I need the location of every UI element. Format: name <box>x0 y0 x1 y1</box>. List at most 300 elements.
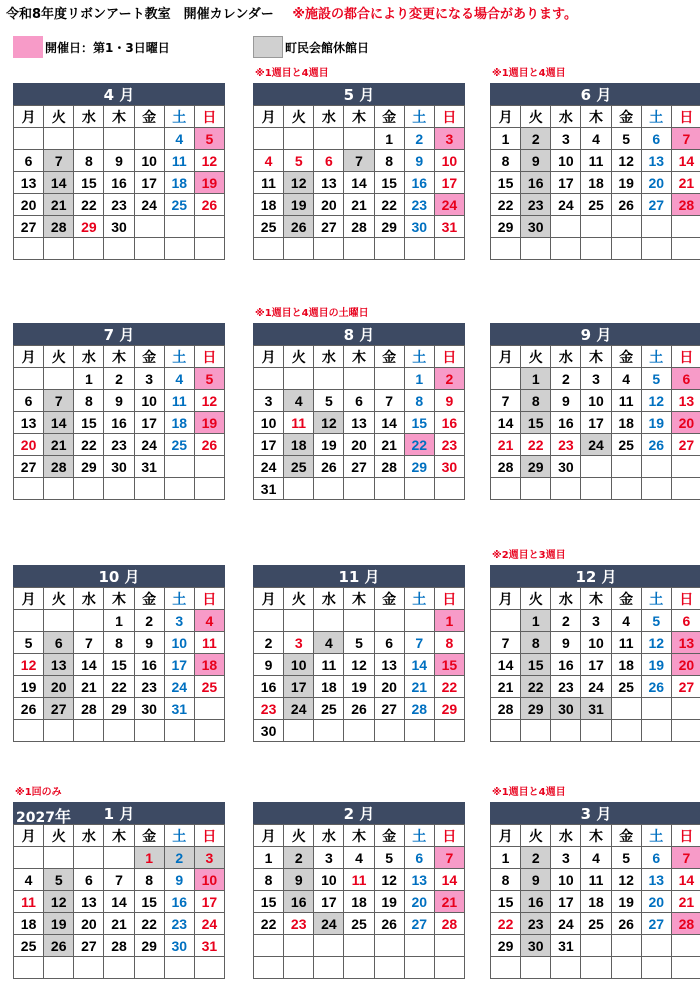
weekday-label: 火 <box>44 825 74 847</box>
day-cell <box>344 935 374 957</box>
day-cell: 8 <box>374 150 404 172</box>
day-cell <box>314 720 344 742</box>
day-cell: 30 <box>164 935 194 957</box>
day-cell: 12 <box>611 869 641 891</box>
day-cell <box>434 238 464 260</box>
month-calendar <box>490 68 700 260</box>
weekday-label: 月 <box>254 588 284 610</box>
day-cell <box>374 720 404 742</box>
month-header <box>13 565 225 587</box>
day-cell: 21 <box>104 913 134 935</box>
day-cell: 27 <box>44 698 74 720</box>
weekday-header-row <box>14 106 225 128</box>
day-cell: 10 <box>581 390 611 412</box>
day-cell: 31 <box>194 935 224 957</box>
day-cell <box>581 720 611 742</box>
day-cell: 28 <box>44 456 74 478</box>
day-cell: 30 <box>104 216 134 238</box>
week-row <box>254 610 465 632</box>
month-calendar <box>490 787 700 979</box>
weekday-label: 日 <box>671 346 700 368</box>
day-cell <box>284 478 314 500</box>
weekday-label: 木 <box>104 346 134 368</box>
day-cell: 9 <box>434 390 464 412</box>
day-cell: 31 <box>551 935 581 957</box>
day-cell: 10 <box>164 632 194 654</box>
day-cell: 29 <box>134 935 164 957</box>
weekday-label: 水 <box>74 346 104 368</box>
day-cell: 19 <box>284 194 314 216</box>
weekday-label: 日 <box>194 825 224 847</box>
weekday-label: 金 <box>134 825 164 847</box>
weekday-label: 月 <box>491 106 521 128</box>
month-title: 10 月 <box>98 567 140 586</box>
day-cell <box>134 216 164 238</box>
day-cell: 23 <box>434 434 464 456</box>
day-cell: 26 <box>374 913 404 935</box>
weekday-label: 月 <box>14 825 44 847</box>
day-cell <box>344 720 374 742</box>
day-cell: 19 <box>611 891 641 913</box>
day-cell: 6 <box>14 150 44 172</box>
day-cell: 5 <box>374 847 404 869</box>
day-cell: 9 <box>164 869 194 891</box>
week-row <box>254 654 465 676</box>
day-cell: 9 <box>104 150 134 172</box>
day-cell: 12 <box>14 654 44 676</box>
day-cell <box>404 238 434 260</box>
day-cell: 28 <box>491 456 521 478</box>
day-cell: 3 <box>194 847 224 869</box>
day-cell: 7 <box>404 632 434 654</box>
day-cell: 4 <box>581 847 611 869</box>
day-cell: 9 <box>521 869 551 891</box>
week-row <box>14 720 225 742</box>
day-cell: 9 <box>254 654 284 676</box>
day-cell: 8 <box>434 632 464 654</box>
day-cell: 8 <box>521 390 551 412</box>
day-cell <box>254 238 284 260</box>
day-cell: 18 <box>611 412 641 434</box>
week-row <box>14 957 225 979</box>
day-cell: 24 <box>581 434 611 456</box>
day-cell: 12 <box>44 891 74 913</box>
day-cell: 22 <box>254 913 284 935</box>
day-cell: 23 <box>104 194 134 216</box>
day-cell: 13 <box>14 172 44 194</box>
day-cell: 22 <box>404 434 434 456</box>
day-cell: 7 <box>671 128 700 150</box>
day-cell: 7 <box>344 150 374 172</box>
day-cell <box>14 610 44 632</box>
day-cell: 18 <box>314 676 344 698</box>
day-cell <box>194 957 224 979</box>
month-calendar <box>13 787 225 979</box>
week-row <box>254 172 465 194</box>
day-cell: 17 <box>581 412 611 434</box>
day-cell: 27 <box>74 935 104 957</box>
day-cell: 3 <box>134 368 164 390</box>
weekday-label: 土 <box>404 106 434 128</box>
day-cell: 31 <box>134 456 164 478</box>
day-cell <box>14 238 44 260</box>
weekday-header-row <box>254 588 465 610</box>
day-cell: 25 <box>611 434 641 456</box>
day-cell <box>671 238 700 260</box>
weekday-header-row <box>491 825 700 847</box>
day-cell: 1 <box>254 847 284 869</box>
legend-open-day <box>13 36 170 58</box>
day-cell <box>314 935 344 957</box>
day-cell: 27 <box>14 216 44 238</box>
weekday-header-row <box>14 588 225 610</box>
month-note: ※1週目と4週目 <box>255 68 329 79</box>
day-cell: 15 <box>74 412 104 434</box>
day-cell: 26 <box>194 194 224 216</box>
day-cell: 27 <box>641 913 671 935</box>
month-title: 2 月 <box>343 804 375 823</box>
day-cell <box>521 478 551 500</box>
weekday-label: 月 <box>491 825 521 847</box>
day-cell: 19 <box>314 434 344 456</box>
month-table <box>490 105 700 260</box>
day-cell: 18 <box>254 194 284 216</box>
day-cell: 4 <box>314 632 344 654</box>
week-row <box>491 128 700 150</box>
day-cell <box>521 957 551 979</box>
day-cell: 27 <box>14 456 44 478</box>
weekday-header-row <box>254 346 465 368</box>
day-cell <box>14 368 44 390</box>
day-cell: 11 <box>254 172 284 194</box>
day-cell: 16 <box>104 172 134 194</box>
week-row <box>14 216 225 238</box>
month-header <box>490 323 700 345</box>
day-cell: 4 <box>164 368 194 390</box>
day-cell: 1 <box>374 128 404 150</box>
day-cell: 19 <box>611 172 641 194</box>
day-cell: 8 <box>491 869 521 891</box>
day-cell <box>551 238 581 260</box>
week-row <box>254 720 465 742</box>
week-row <box>14 194 225 216</box>
day-cell <box>344 238 374 260</box>
day-cell <box>44 368 74 390</box>
day-cell: 24 <box>254 456 284 478</box>
day-cell: 5 <box>314 390 344 412</box>
day-cell: 26 <box>611 194 641 216</box>
weekday-label: 火 <box>44 106 74 128</box>
month-note: ※1週目と4週目 <box>492 787 566 798</box>
day-cell <box>581 478 611 500</box>
weekday-label: 土 <box>641 588 671 610</box>
day-cell: 11 <box>314 654 344 676</box>
month-calendar <box>253 68 465 260</box>
month-calendar <box>253 565 465 742</box>
day-cell: 6 <box>641 128 671 150</box>
day-cell: 6 <box>671 368 700 390</box>
day-cell <box>74 238 104 260</box>
day-cell: 13 <box>14 412 44 434</box>
day-cell <box>44 478 74 500</box>
day-cell: 29 <box>104 698 134 720</box>
day-cell: 25 <box>284 456 314 478</box>
day-cell: 22 <box>74 194 104 216</box>
day-cell: 21 <box>44 434 74 456</box>
month-note: ※1週目と4週目 <box>492 68 566 79</box>
month-title: 7 月 <box>103 325 135 344</box>
day-cell <box>134 957 164 979</box>
month-note: ※1回のみ <box>15 787 62 798</box>
day-cell: 19 <box>641 654 671 676</box>
day-cell: 3 <box>551 128 581 150</box>
weekday-label: 月 <box>254 106 284 128</box>
weekday-label: 金 <box>374 106 404 128</box>
day-cell: 22 <box>74 434 104 456</box>
day-cell: 7 <box>44 150 74 172</box>
weekday-header-row <box>14 346 225 368</box>
day-cell: 27 <box>374 698 404 720</box>
day-cell <box>104 957 134 979</box>
day-cell: 25 <box>194 676 224 698</box>
day-cell: 29 <box>491 216 521 238</box>
day-cell: 10 <box>134 390 164 412</box>
day-cell: 17 <box>581 654 611 676</box>
day-cell: 12 <box>641 390 671 412</box>
day-cell: 20 <box>374 676 404 698</box>
day-cell: 24 <box>134 434 164 456</box>
day-cell <box>74 478 104 500</box>
weekday-label: 金 <box>134 588 164 610</box>
page-title <box>6 3 577 22</box>
day-cell: 31 <box>254 478 284 500</box>
day-cell <box>134 720 164 742</box>
day-cell <box>104 128 134 150</box>
day-cell: 15 <box>521 654 551 676</box>
day-cell <box>254 368 284 390</box>
week-row <box>491 434 700 456</box>
day-cell: 8 <box>491 150 521 172</box>
day-cell: 28 <box>671 913 700 935</box>
day-cell: 3 <box>581 610 611 632</box>
day-cell: 16 <box>164 891 194 913</box>
week-row <box>254 216 465 238</box>
day-cell: 7 <box>374 390 404 412</box>
weekday-label: 水 <box>74 106 104 128</box>
day-cell: 21 <box>671 172 700 194</box>
day-cell <box>44 957 74 979</box>
day-cell: 22 <box>491 913 521 935</box>
day-cell: 5 <box>284 150 314 172</box>
day-cell: 14 <box>74 654 104 676</box>
day-cell: 29 <box>74 456 104 478</box>
weekday-label: 水 <box>74 588 104 610</box>
day-cell: 10 <box>551 869 581 891</box>
day-cell: 28 <box>374 456 404 478</box>
day-cell: 21 <box>374 434 404 456</box>
day-cell <box>641 478 671 500</box>
day-cell: 16 <box>521 891 551 913</box>
day-cell <box>491 478 521 500</box>
day-cell: 8 <box>74 390 104 412</box>
day-cell: 21 <box>491 434 521 456</box>
day-cell <box>314 610 344 632</box>
day-cell: 18 <box>581 172 611 194</box>
week-row <box>14 698 225 720</box>
day-cell: 25 <box>164 194 194 216</box>
day-cell: 11 <box>581 869 611 891</box>
month-table <box>490 587 700 742</box>
day-cell: 9 <box>284 869 314 891</box>
day-cell: 26 <box>284 216 314 238</box>
day-cell <box>491 368 521 390</box>
day-cell: 24 <box>164 676 194 698</box>
day-cell <box>284 957 314 979</box>
day-cell: 25 <box>611 676 641 698</box>
weekday-label: 土 <box>164 588 194 610</box>
day-cell <box>164 957 194 979</box>
day-cell <box>254 128 284 150</box>
day-cell: 2 <box>104 368 134 390</box>
day-cell: 25 <box>581 194 611 216</box>
day-cell: 19 <box>344 676 374 698</box>
day-cell: 20 <box>641 172 671 194</box>
day-cell: 4 <box>344 847 374 869</box>
day-cell: 16 <box>404 172 434 194</box>
week-row <box>14 869 225 891</box>
week-row <box>254 434 465 456</box>
week-row <box>491 676 700 698</box>
weekday-label: 日 <box>671 825 700 847</box>
week-row <box>491 194 700 216</box>
weekday-label: 土 <box>641 106 671 128</box>
day-cell: 30 <box>404 216 434 238</box>
day-cell <box>641 957 671 979</box>
day-cell: 14 <box>374 412 404 434</box>
weekday-label: 火 <box>521 588 551 610</box>
month-table <box>253 105 465 260</box>
day-cell: 23 <box>164 913 194 935</box>
day-cell: 26 <box>344 698 374 720</box>
day-cell <box>671 698 700 720</box>
day-cell: 4 <box>611 610 641 632</box>
day-cell <box>284 368 314 390</box>
month-calendar <box>253 802 465 979</box>
day-cell: 9 <box>551 390 581 412</box>
month-table <box>13 345 225 500</box>
day-cell: 29 <box>491 935 521 957</box>
week-row <box>491 869 700 891</box>
day-cell: 27 <box>671 676 700 698</box>
day-cell <box>671 478 700 500</box>
day-cell: 15 <box>104 654 134 676</box>
month-table <box>13 587 225 742</box>
weekday-label: 金 <box>374 346 404 368</box>
day-cell: 20 <box>44 676 74 698</box>
day-cell: 19 <box>374 891 404 913</box>
month-title: 3 月 <box>580 804 612 823</box>
day-cell: 28 <box>344 216 374 238</box>
day-cell: 24 <box>134 194 164 216</box>
day-cell: 4 <box>284 390 314 412</box>
day-cell: 8 <box>404 390 434 412</box>
day-cell: 29 <box>434 698 464 720</box>
day-cell: 17 <box>194 891 224 913</box>
day-cell: 23 <box>551 434 581 456</box>
day-cell: 14 <box>671 150 700 172</box>
day-cell: 15 <box>434 654 464 676</box>
day-cell <box>491 238 521 260</box>
weekday-label: 金 <box>611 825 641 847</box>
day-cell: 4 <box>194 610 224 632</box>
day-cell: 22 <box>374 194 404 216</box>
day-cell: 14 <box>491 654 521 676</box>
week-row <box>14 368 225 390</box>
weekday-label: 月 <box>254 346 284 368</box>
day-cell <box>611 456 641 478</box>
weekday-label: 土 <box>404 346 434 368</box>
day-cell <box>254 957 284 979</box>
day-cell: 2 <box>434 368 464 390</box>
week-row <box>254 478 465 500</box>
day-cell: 7 <box>74 632 104 654</box>
weekday-label: 火 <box>521 346 551 368</box>
day-cell: 20 <box>14 434 44 456</box>
day-cell: 7 <box>671 847 700 869</box>
day-cell: 22 <box>434 676 464 698</box>
weekday-label: 水 <box>314 588 344 610</box>
day-cell <box>344 957 374 979</box>
week-row <box>254 847 465 869</box>
month-header <box>13 83 225 105</box>
day-cell: 14 <box>44 172 74 194</box>
day-cell: 19 <box>194 172 224 194</box>
weekday-label: 火 <box>521 106 551 128</box>
day-cell: 12 <box>314 412 344 434</box>
legend-closed-day <box>253 36 369 58</box>
month-title: 12 月 <box>575 567 617 586</box>
day-cell: 27 <box>671 434 700 456</box>
weekday-label: 月 <box>14 346 44 368</box>
day-cell: 9 <box>404 150 434 172</box>
day-cell: 29 <box>404 456 434 478</box>
day-cell: 23 <box>551 676 581 698</box>
day-cell: 11 <box>284 412 314 434</box>
week-row <box>254 194 465 216</box>
weekday-label: 金 <box>374 588 404 610</box>
day-cell: 17 <box>254 434 284 456</box>
day-cell: 11 <box>14 891 44 913</box>
day-cell <box>284 935 314 957</box>
day-cell <box>581 216 611 238</box>
day-cell: 17 <box>434 172 464 194</box>
day-cell: 13 <box>641 150 671 172</box>
day-cell <box>104 847 134 869</box>
closed-day-swatch <box>253 36 283 58</box>
weekday-label: 水 <box>314 346 344 368</box>
weekday-label: 水 <box>551 588 581 610</box>
day-cell <box>671 957 700 979</box>
day-cell: 17 <box>314 891 344 913</box>
day-cell: 26 <box>14 698 44 720</box>
day-cell: 13 <box>671 632 700 654</box>
open-day-swatch <box>13 36 43 58</box>
day-cell <box>641 698 671 720</box>
day-cell: 26 <box>641 676 671 698</box>
day-cell: 22 <box>521 676 551 698</box>
week-row <box>491 913 700 935</box>
day-cell: 9 <box>521 150 551 172</box>
